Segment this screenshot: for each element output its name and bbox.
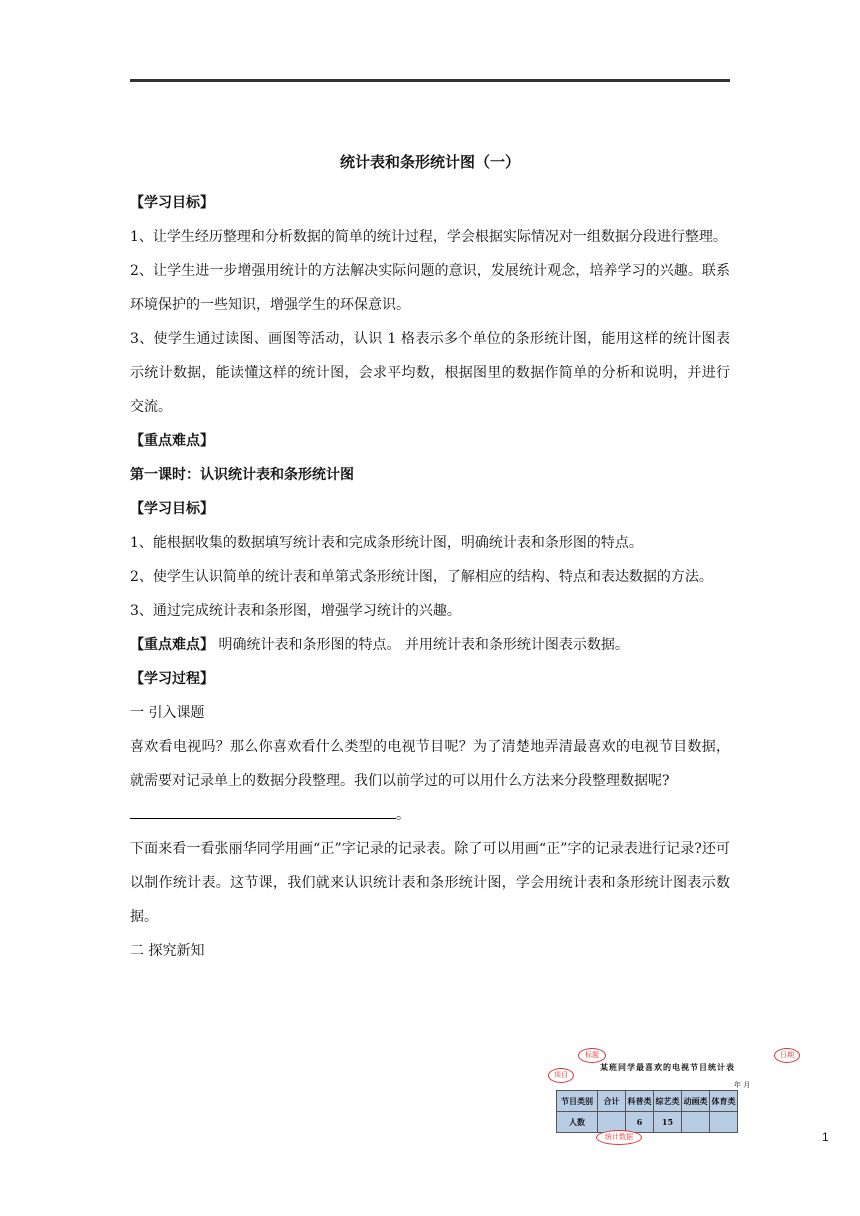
figure-data-cell: 15: [654, 1112, 682, 1133]
lesson-goal-2: 2、使学生认识简单的统计表和单第式条形统计图，了解相应的结构、特点和表达数据的方法。: [130, 569, 713, 585]
figure-data-cell: 6: [626, 1112, 654, 1133]
figure-header-cell: 动画类: [682, 1091, 710, 1112]
figure-stat-table: [556, 1090, 738, 1133]
annotation-title-tag: 标题: [578, 1048, 606, 1063]
stat-table-figure: [548, 1046, 798, 1146]
answer-blank[interactable]: [130, 800, 396, 819]
figure-header-cell: 综艺类: [654, 1091, 682, 1112]
step-2-heading: 二 探究新知: [130, 943, 205, 959]
document-title: 统计表和条形统计图（一）: [339, 153, 520, 171]
header-rule: [130, 79, 730, 82]
lesson-heading: 第一课时：认识统计表和条形统计图: [130, 467, 354, 483]
intro-paragraph: 喜欢看电视吗？那么你喜欢看什么类型的电视节目呢？为了清楚地弄清最喜欢的电视节目数据，就需要对记录单上的数据分段整理。我们以前学过的可以用什么方法来分段整理数据呢?: [130, 739, 730, 789]
figure-data-cell: [710, 1112, 738, 1133]
step-1-heading: 一 引入课题: [130, 705, 205, 721]
annotation-item-tag: 项目: [548, 1068, 574, 1083]
goal-3: 3、使学生通过读图、画图等活动，认识 1 格表示多个单位的条形统计图，能用这样的统计图表示统计数据，能读懂这样的统计图，会求平均数，根据图里的数据作简单的分析和说明，并进行交流。: [130, 331, 730, 415]
figure-header-cell: 科普类: [626, 1091, 654, 1112]
figure-header-cell: 节目类别: [557, 1091, 598, 1112]
answer-blank-line: [130, 798, 730, 832]
annotation-data-tag: 统计数据: [596, 1130, 642, 1145]
record-paragraph: 下面来看一看张丽华同学用画“正”字记录的记录表。除了可以用画“正”字的记录表进行记录?还可以制作统计表。这节课，我们就来认识统计表和条形统计图，学会用统计表和条形统计图表示数据。: [130, 841, 730, 925]
section-heading-goals-2: 【学习目标】: [130, 501, 214, 517]
document-body: [130, 150, 730, 968]
section-heading-goals: 【学习目标】: [130, 195, 214, 211]
lesson-goal-3: 3、通过完成统计表和条形图，增强学习统计的兴趣。: [130, 603, 461, 619]
blank-end-mark: 。: [396, 807, 410, 823]
annotation-date-tag: 日期: [774, 1048, 800, 1063]
figure-header-cell: 合计: [598, 1091, 626, 1112]
key-points-line: [130, 628, 730, 662]
goal-2: 2、让学生进一步增强用统计的方法解决实际问题的意识，发展统计观念，培养学习的兴趣。联系环境保护的一些知识，增强学生的环保意识。: [130, 263, 730, 313]
figure-header-cell: 体育类: [710, 1091, 738, 1112]
section-heading-process: 【学习过程】: [130, 671, 214, 687]
section-heading-key-points: 【重点难点】: [130, 433, 214, 449]
figure-data-row: [557, 1112, 738, 1133]
figure-table-title: 某班同学最喜欢的电视节目统计表: [600, 1062, 735, 1072]
figure-data-cell: [682, 1112, 710, 1133]
page-number: 1: [822, 1130, 829, 1144]
figure-date: 年 月: [734, 1081, 751, 1089]
key-points-label: 【重点难点】: [130, 637, 214, 653]
figure-data-cell: 人数: [557, 1112, 598, 1133]
lesson-goal-1: 1、能根据收集的数据填写统计表和完成条形统计图，明确统计表和条形图的特点。: [130, 535, 643, 551]
figure-header-row: [557, 1091, 738, 1112]
key-points-text: 明确统计表和条形图的特点。 并用统计表和条形统计图表示数据。: [218, 637, 629, 653]
goal-1: 1、让学生经历整理和分析数据的简单的统计过程，学会根据实际情况对一组数据分段进行整理。: [130, 229, 727, 245]
